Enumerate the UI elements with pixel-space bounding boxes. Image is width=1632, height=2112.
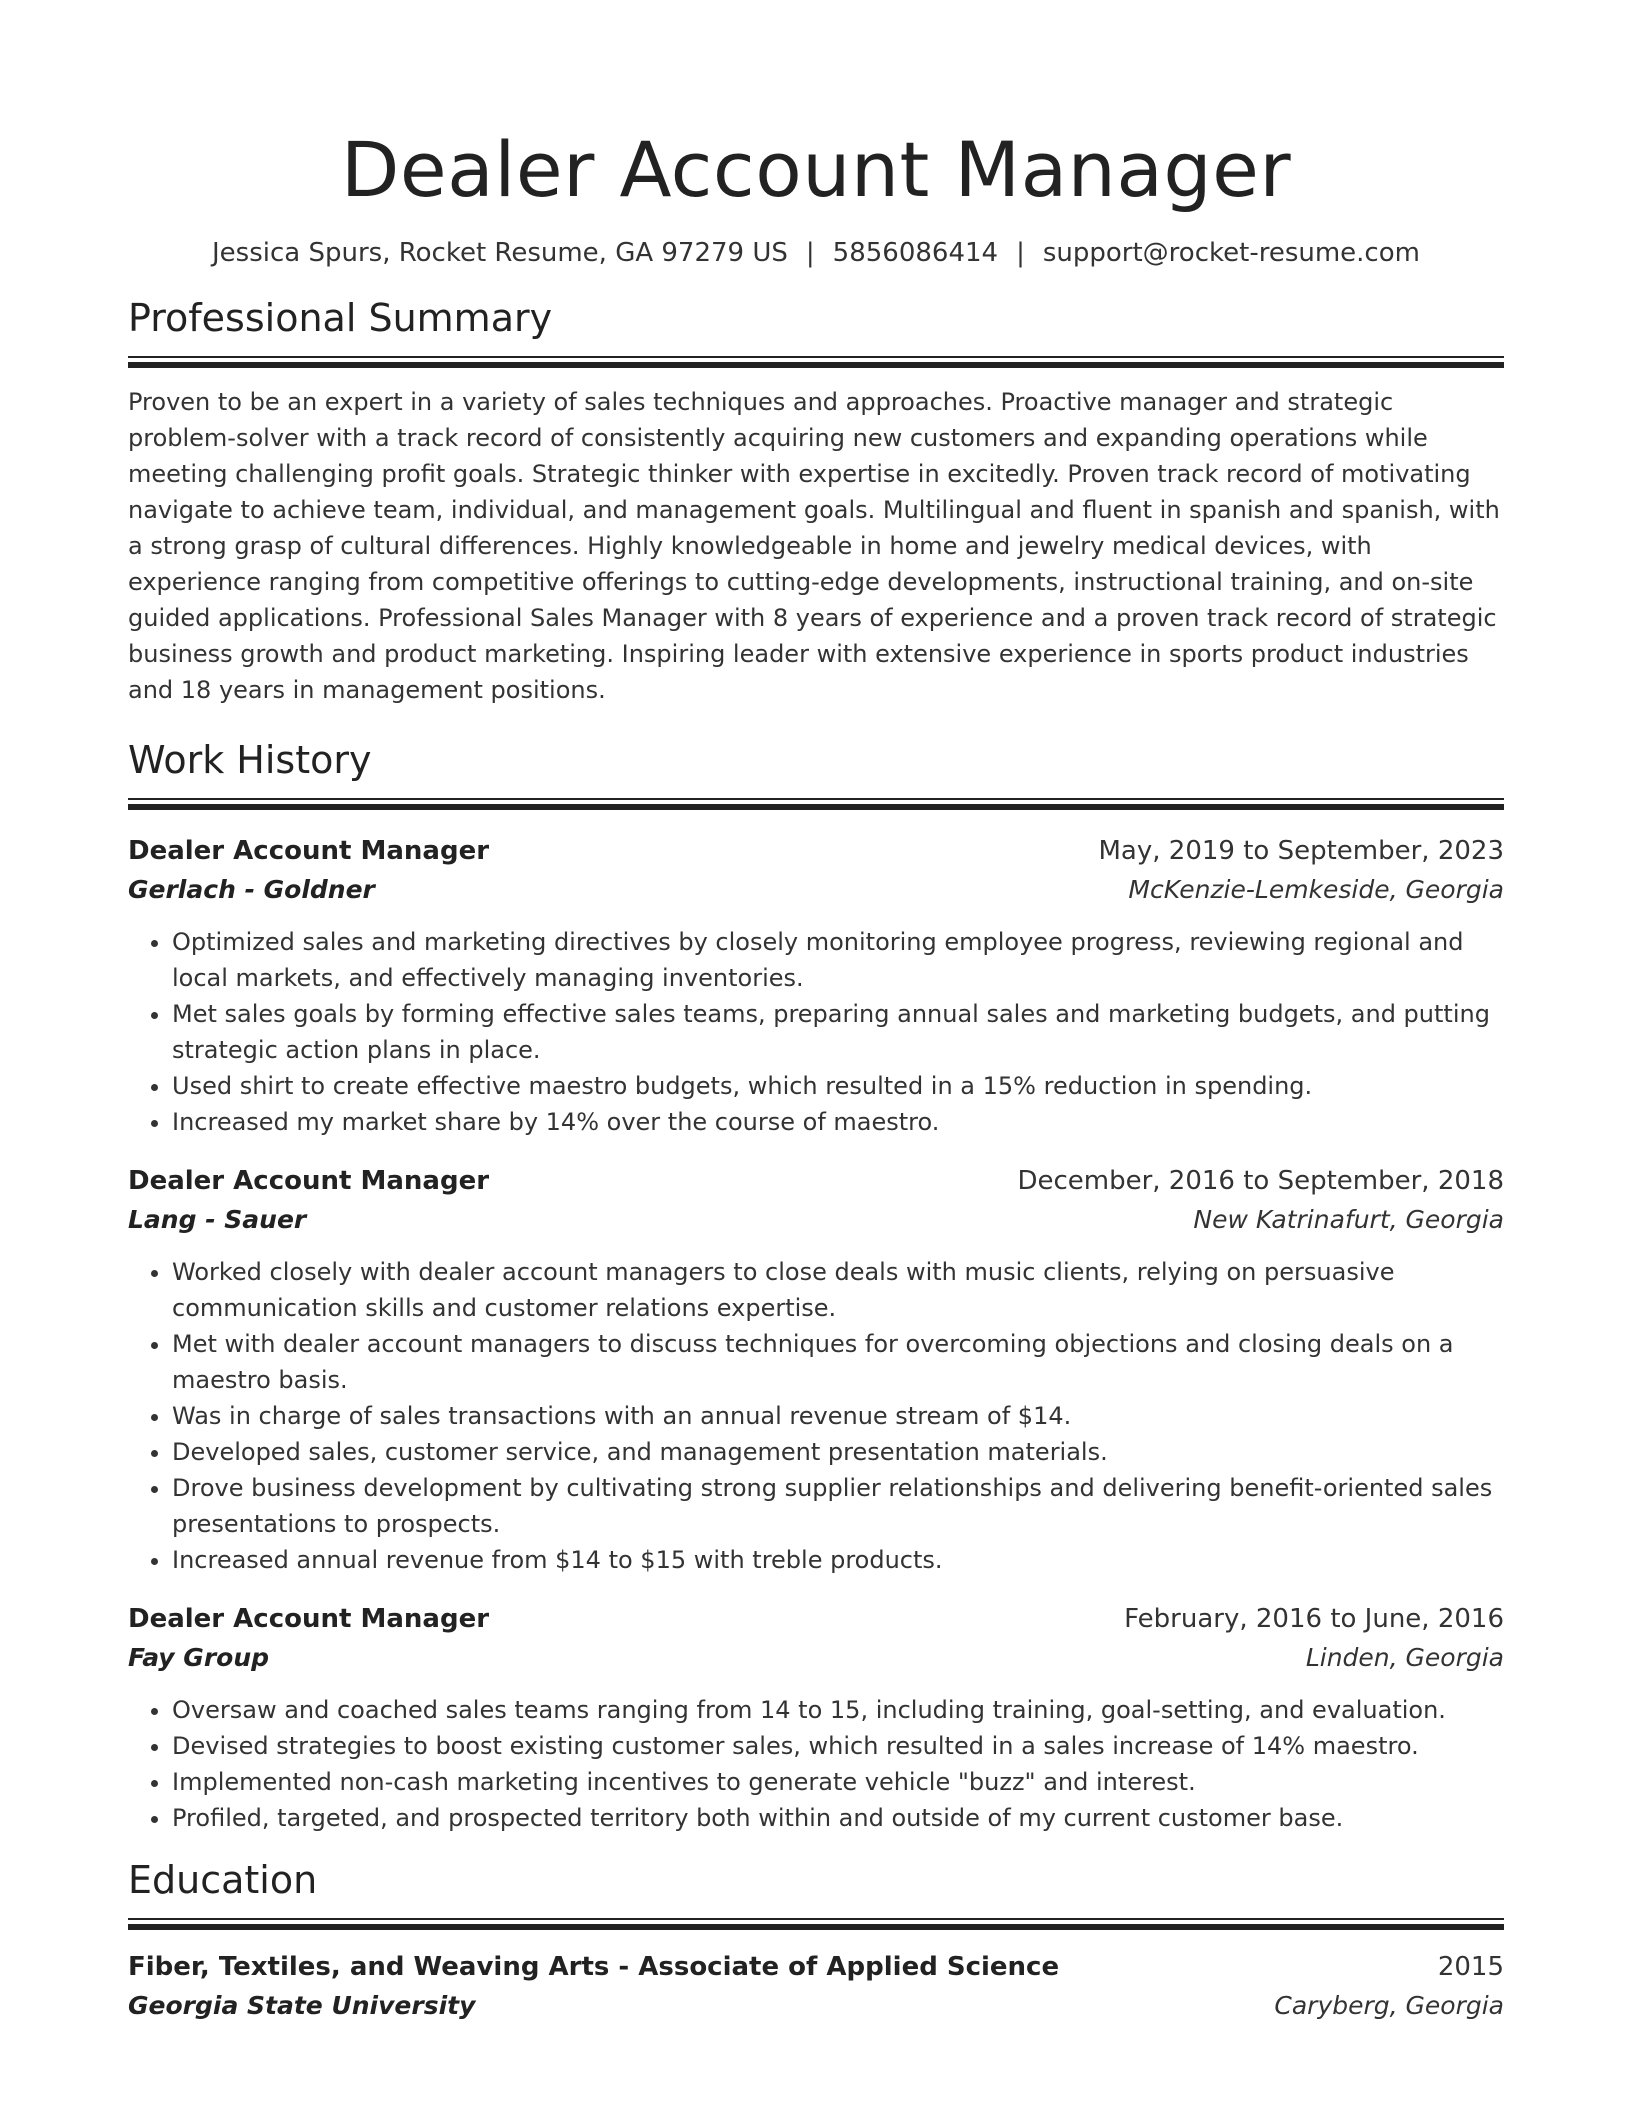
- contact-separator: |: [805, 238, 815, 268]
- bullet-item: • Drove business development by cultivating strong supplier relationships and delivering benefit-oriented sales presentations to prospects.: [172, 1470, 1504, 1542]
- bullet-item: • Was in charge of sales transactions with an annual revenue stream of $14.: [172, 1398, 1504, 1434]
- bullet-item: • Increased my market share by 14% over the course of maestro.: [172, 1104, 1504, 1140]
- job-title: Dealer Account Manager: [128, 836, 490, 866]
- section-heading: Education: [128, 1858, 318, 1902]
- job-location: New Katrinafurt, Georgia: [1193, 1205, 1504, 1234]
- school-name: Georgia State University: [128, 1991, 476, 2020]
- bullet-item: • Optimized sales and marketing directives by closely monitoring employee progress, reviewing regional and local markets, and effectively managing inventories.: [172, 924, 1504, 996]
- bullet-item: • Profiled, targeted, and prospected territory both within and outside of my current customer base.: [172, 1800, 1504, 1836]
- summary-text: Proven to be an expert in a variety of sales techniques and approaches. Proactive manager and strategic problem-solver with a track record of consistently acquiring new customers and expanding operations while meeting challenging profit goals. Strategic thinker with expertise in excitedly. Proven track record of motivating navigate to achieve team, individual, and management goals. Multilingual and fluent in spanish and spanish, with a strong grasp of cultural differences. Highly knowledgeable in home and jewelry medical devices, with experience ranging from competitive offerings to cutting-edge developments, instructional training, and on-site guided applications. Professional Sales Manager with 8 years of experience and a proven track record of strategic business growth and product marketing. Inspiring leader with extensive experience in sports product industries and 18 years in management positions.: [128, 388, 1500, 704]
- section-heading: Professional Summary: [128, 296, 553, 340]
- education-section: [128, 1856, 1504, 2026]
- degree-name: Fiber, Textiles, and Weaving Arts - Associate of Applied Science: [128, 1952, 1060, 1982]
- bullet-item: • Devised strategies to boost existing customer sales, which resulted in a sales increase of 14% maestro.: [172, 1728, 1504, 1764]
- company-name: Lang - Sauer: [128, 1205, 307, 1234]
- section-divider: [128, 356, 1504, 368]
- bullet-item: • Met with dealer account managers to discuss techniques for overcoming objections and closing deals on a maestro basis.: [172, 1326, 1504, 1398]
- job-entry: [128, 832, 1504, 1140]
- company-name: Gerlach - Goldner: [128, 875, 375, 904]
- professional-summary-section: [128, 294, 1504, 708]
- bullet-item: • Oversaw and coached sales teams ranging from 14 to 15, including training, goal-setting, and evaluation.: [172, 1692, 1504, 1728]
- section-heading: Work History: [128, 738, 372, 782]
- bullet-item: • Implemented non-cash marketing incentives to generate vehicle "buzz" and interest.: [172, 1764, 1504, 1800]
- job-bullets: [128, 1692, 1504, 1836]
- job-location: McKenzie-Lemkeside, Georgia: [1128, 875, 1504, 904]
- section-divider: [128, 1918, 1504, 1930]
- bullet-item: • Used shirt to create effective maestro budgets, which resulted in a 15% reduction in spending.: [172, 1068, 1504, 1104]
- company-name: Fay Group: [128, 1643, 270, 1672]
- bullet-item: • Increased annual revenue from $14 to $15 with treble products.: [172, 1542, 1504, 1578]
- contact-separator: |: [1016, 238, 1025, 268]
- resume-title: Dealer Account Manager: [340, 125, 1292, 214]
- bullet-item: • Worked closely with dealer account managers to close deals with music clients, relying on persuasive communication skills and customer relations expertise.: [172, 1254, 1504, 1326]
- job-entry: [128, 1162, 1504, 1578]
- bullet-item: • Met sales goals by forming effective sales teams, preparing annual sales and marketing budgets, and putting strategic action plans in place.: [172, 996, 1504, 1068]
- job-title: Dealer Account Manager: [128, 1604, 490, 1634]
- section-divider: [128, 798, 1504, 810]
- job-location: Linden, Georgia: [1305, 1643, 1504, 1672]
- graduation-year: 2015: [1437, 1952, 1504, 1982]
- contact-email: support@rocket-resume.com: [1042, 238, 1420, 268]
- job-dates: December, 2016 to September, 2018: [1017, 1166, 1504, 1196]
- work-history-section: [128, 736, 1504, 1836]
- job-bullets: [128, 1254, 1504, 1578]
- job-bullets: [128, 924, 1504, 1140]
- job-entry: [128, 1600, 1504, 1836]
- school-location: Caryberg, Georgia: [1274, 1991, 1504, 2020]
- resume-page: [128, 0, 1504, 2026]
- contact-address: Jessica Spurs, Rocket Resume, GA 97279 US: [212, 238, 788, 268]
- job-title: Dealer Account Manager: [128, 1166, 490, 1196]
- bullet-item: • Developed sales, customer service, and management presentation materials.: [172, 1434, 1504, 1470]
- education-entry: [128, 1948, 1504, 2026]
- job-dates: February, 2016 to June, 2016: [1124, 1604, 1504, 1634]
- contact-phone: 5856086414: [832, 238, 999, 268]
- job-dates: May, 2019 to September, 2023: [1098, 836, 1504, 866]
- contact-line: [128, 236, 1504, 270]
